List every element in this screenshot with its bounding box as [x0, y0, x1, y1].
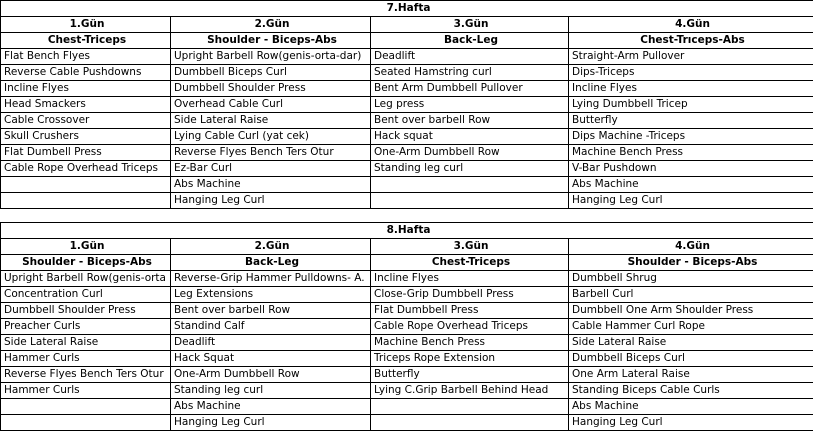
exercise-cell[interactable]: Abs Machine: [569, 177, 813, 193]
exercise-cell[interactable]: Reverse-Grip Hammer Pulldowns- A.: [171, 271, 371, 287]
exercise-cell[interactable]: [371, 415, 569, 431]
muscle-group-row: [1, 255, 813, 271]
exercise-cell[interactable]: Dumbbell Biceps Curl: [171, 65, 371, 81]
muscle-group-header[interactable]: Back-Leg: [371, 33, 569, 49]
table-row: [1, 81, 813, 97]
exercise-cell[interactable]: Cable Hammer Curl Rope: [569, 319, 813, 335]
table-row: [1, 145, 813, 161]
day-header[interactable]: 3.Gün: [371, 239, 569, 255]
muscle-group-header[interactable]: Shoulder - Biceps-Abs: [171, 33, 371, 49]
week-title-row: [1, 223, 813, 239]
muscle-group-row: [1, 33, 813, 49]
exercise-cell[interactable]: Leg press: [371, 97, 569, 113]
exercise-cell[interactable]: Bent over barbell Row: [371, 113, 569, 129]
day-header[interactable]: 4.Gün: [569, 17, 813, 33]
exercise-cell[interactable]: Hanging Leg Curl: [569, 193, 813, 209]
exercise-cell[interactable]: One-Arm Dumbbell Row: [171, 367, 371, 383]
exercise-cell[interactable]: Dumbbell Biceps Curl: [569, 351, 813, 367]
exercise-cell[interactable]: Deadlift: [171, 335, 371, 351]
day-header[interactable]: 2.Gün: [171, 239, 371, 255]
exercise-cell[interactable]: Standing leg curl: [171, 383, 371, 399]
exercise-cell[interactable]: Barbell Curl: [569, 287, 813, 303]
exercise-cell[interactable]: [1, 399, 171, 415]
exercise-cell[interactable]: [371, 399, 569, 415]
spacer-row: [1, 209, 813, 223]
muscle-group-header[interactable]: Shoulder - Biceps-Abs: [569, 255, 813, 271]
exercise-cell[interactable]: Reverse Flyes Bench Ters Otur: [1, 367, 171, 383]
week-title[interactable]: 8.Hafta: [1, 223, 813, 239]
exercise-cell[interactable]: Standind Calf: [171, 319, 371, 335]
table-row: [1, 97, 813, 113]
exercise-cell[interactable]: Dumbbell One Arm Shoulder Press: [569, 303, 813, 319]
table-row: [1, 351, 813, 367]
exercise-cell[interactable]: Standing Biceps Cable Curls: [569, 383, 813, 399]
exercise-cell[interactable]: Flat Dumbell Press: [1, 145, 171, 161]
exercise-cell[interactable]: Cable Crossover: [1, 113, 171, 129]
day-header-row: [1, 17, 813, 33]
muscle-group-header[interactable]: Chest-Triceps: [1, 33, 171, 49]
exercise-cell[interactable]: Dumbbell Shrug: [569, 271, 813, 287]
exercise-cell[interactable]: Hanging Leg Curl: [569, 415, 813, 431]
exercise-cell[interactable]: Bent Arm Dumbbell Pullover: [371, 81, 569, 97]
exercise-cell[interactable]: One-Arm Dumbbell Row: [371, 145, 569, 161]
exercise-cell[interactable]: [371, 177, 569, 193]
exercise-cell[interactable]: Standing leg curl: [371, 161, 569, 177]
week-title[interactable]: 7.Hafta: [1, 1, 813, 17]
table-row: [1, 319, 813, 335]
exercise-cell[interactable]: Side Lateral Raise: [171, 113, 371, 129]
table-row: [1, 367, 813, 383]
table-row: [1, 129, 813, 145]
exercise-cell[interactable]: Incline Flyes: [371, 271, 569, 287]
exercise-cell[interactable]: Leg Extensions: [171, 287, 371, 303]
exercise-cell[interactable]: Overhead Cable Curl: [171, 97, 371, 113]
day-header[interactable]: 2.Gün: [171, 17, 371, 33]
exercise-cell[interactable]: Concentration Curl: [1, 287, 171, 303]
day-header-row: [1, 239, 813, 255]
muscle-group-header[interactable]: Chest-Trıceps-Abs: [569, 33, 813, 49]
exercise-cell[interactable]: Deadlift: [371, 49, 569, 65]
day-header[interactable]: 4.Gün: [569, 239, 813, 255]
exercise-cell[interactable]: Dumbbell Shoulder Press: [1, 303, 171, 319]
exercise-cell[interactable]: Incline Flyes: [1, 81, 171, 97]
table-row: [1, 49, 813, 65]
exercise-cell[interactable]: Preacher Curls: [1, 319, 171, 335]
exercise-cell[interactable]: Dips-Triceps: [569, 65, 813, 81]
table-row: [1, 335, 813, 351]
table-row: [1, 271, 813, 287]
exercise-cell[interactable]: Abs Machine: [569, 399, 813, 415]
exercise-cell[interactable]: Hack Squat: [171, 351, 371, 367]
muscle-group-header[interactable]: Back-Leg: [171, 255, 371, 271]
exercise-cell[interactable]: Lying Dumbbell Tricep: [569, 97, 813, 113]
exercise-cell[interactable]: Abs Machine: [171, 399, 371, 415]
exercise-cell[interactable]: Ez-Bar Curl: [171, 161, 371, 177]
exercise-cell[interactable]: [1, 193, 171, 209]
exercise-cell[interactable]: Straight-Arm Pullover: [569, 49, 813, 65]
day-header[interactable]: 1.Gün: [1, 239, 171, 255]
exercise-cell[interactable]: Lying Cable Curl (yat cek): [171, 129, 371, 145]
exercise-cell[interactable]: Machine Bench Press: [569, 145, 813, 161]
exercise-cell[interactable]: Reverse Flyes Bench Ters Otur: [171, 145, 371, 161]
table-row: [1, 177, 813, 193]
exercise-cell[interactable]: Butterfly: [371, 367, 569, 383]
exercise-cell[interactable]: V-Bar Pushdown: [569, 161, 813, 177]
table-row: [1, 161, 813, 177]
exercise-cell[interactable]: [1, 415, 171, 431]
week-title-row: [1, 1, 813, 17]
exercise-cell[interactable]: Seated Hamstring curl: [371, 65, 569, 81]
exercise-cell[interactable]: Upright Barbell Row(genis-orta-dar): [171, 49, 371, 65]
exercise-cell[interactable]: Hammer Curls: [1, 351, 171, 367]
exercise-cell[interactable]: Side Lateral Raise: [569, 335, 813, 351]
exercise-cell[interactable]: [1, 177, 171, 193]
exercise-cell[interactable]: Flat Dumbbell Press: [371, 303, 569, 319]
muscle-group-header[interactable]: Chest-Triceps: [371, 255, 569, 271]
muscle-group-header[interactable]: Shoulder - Biceps-Abs: [1, 255, 171, 271]
exercise-cell[interactable]: Head Smackers: [1, 97, 171, 113]
table-row: [1, 287, 813, 303]
exercise-cell[interactable]: Triceps Rope Extension: [371, 351, 569, 367]
exercise-cell[interactable]: Upright Barbell Row(genis-orta: [1, 271, 171, 287]
exercise-cell[interactable]: Hanging Leg Curl: [171, 415, 371, 431]
exercise-cell[interactable]: Incline Flyes: [569, 81, 813, 97]
table-row: [1, 303, 813, 319]
day-header[interactable]: 3.Gün: [371, 17, 569, 33]
exercise-cell[interactable]: Bent over barbell Row: [171, 303, 371, 319]
exercise-cell[interactable]: [371, 193, 569, 209]
exercise-cell[interactable]: Machine Bench Press: [371, 335, 569, 351]
table-row: [1, 415, 813, 431]
day-header[interactable]: 1.Gün: [1, 17, 171, 33]
table-row: [1, 65, 813, 81]
exercise-cell[interactable]: Flat Bench Flyes: [1, 49, 171, 65]
table-row: [1, 383, 813, 399]
exercise-cell[interactable]: Side Lateral Raise: [1, 335, 171, 351]
exercise-cell[interactable]: Reverse Cable Pushdowns: [1, 65, 171, 81]
exercise-cell[interactable]: Hanging Leg Curl: [171, 193, 371, 209]
exercise-cell[interactable]: Hammer Curls: [1, 383, 171, 399]
exercise-cell[interactable]: Cable Rope Overhead Triceps: [1, 161, 171, 177]
table-row: [1, 113, 813, 129]
exercise-cell[interactable]: Close-Grip Dumbbell Press: [371, 287, 569, 303]
table-row: [1, 399, 813, 415]
exercise-cell[interactable]: Hack squat: [371, 129, 569, 145]
exercise-cell[interactable]: Dumbbell Shoulder Press: [171, 81, 371, 97]
exercise-cell[interactable]: Lying C.Grip Barbell Behind Head: [371, 383, 569, 399]
exercise-cell[interactable]: Butterfly: [569, 113, 813, 129]
exercise-cell[interactable]: Dips Machine -Triceps: [569, 129, 813, 145]
exercise-cell[interactable]: Cable Rope Overhead Triceps: [371, 319, 569, 335]
exercise-cell[interactable]: Skull Crushers: [1, 129, 171, 145]
spacer-cell: [1, 209, 813, 223]
exercise-cell[interactable]: Abs Machine: [171, 177, 371, 193]
table-row: [1, 193, 813, 209]
exercise-cell[interactable]: One Arm Lateral Raise: [569, 367, 813, 383]
